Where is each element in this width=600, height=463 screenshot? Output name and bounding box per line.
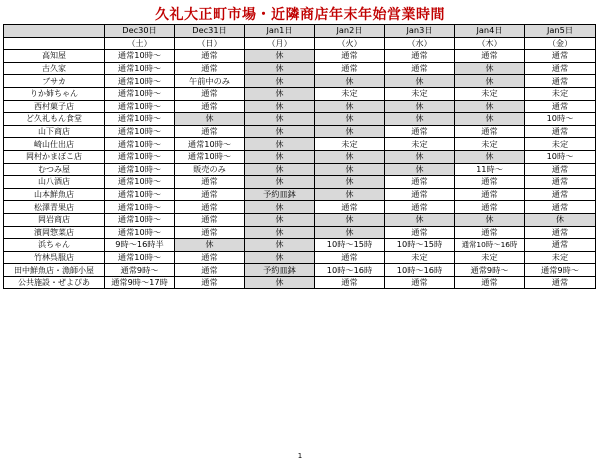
table-row xyxy=(4,138,596,151)
table-row xyxy=(4,62,596,75)
hours-cell: 休 xyxy=(455,113,525,126)
hours-cell: 通常10時～16時 xyxy=(455,239,525,252)
table-row xyxy=(4,276,596,289)
hours-cell: 通常10時～ xyxy=(105,113,175,126)
hours-cell: 午前中のみ xyxy=(175,75,245,88)
hours-cell: 通常10時～ xyxy=(105,62,175,75)
hours-cell: 通常10時～ xyxy=(105,251,175,264)
table-row xyxy=(4,188,596,201)
hours-cell: 通常 xyxy=(455,226,525,239)
table-row xyxy=(4,264,596,277)
hours-cell: 休 xyxy=(525,213,596,226)
hours-cell: 未定 xyxy=(525,87,596,100)
hours-cell: 通常 xyxy=(525,62,596,75)
hours-cell: 休 xyxy=(315,125,385,138)
hours-cell: 通常 xyxy=(175,213,245,226)
header-weekday: （火） xyxy=(315,37,385,50)
hours-cell: 通常 xyxy=(385,125,455,138)
hours-cell: 通常10時～ xyxy=(105,50,175,63)
shop-name: 岡岩商店 xyxy=(4,213,105,226)
hours-cell: 10時～ xyxy=(525,113,596,126)
hours-cell: 通常10時～ xyxy=(105,100,175,113)
hours-cell: 休 xyxy=(245,276,315,289)
shop-name: 公共施設・ぜよぴあ xyxy=(4,276,105,289)
hours-cell: 未定 xyxy=(455,251,525,264)
table-row xyxy=(4,87,596,100)
header-date: Jan1日 xyxy=(245,25,315,38)
hours-cell: 通常 xyxy=(455,276,525,289)
hours-cell: 通常9時～ xyxy=(525,264,596,277)
hours-cell: 通常 xyxy=(525,239,596,252)
hours-cell: 通常10時～ xyxy=(105,150,175,163)
hours-cell: 未定 xyxy=(455,87,525,100)
hours-cell: 通常 xyxy=(385,188,455,201)
shop-name: 山本鮮魚店 xyxy=(4,188,105,201)
shop-name: 濱岡惣菜店 xyxy=(4,226,105,239)
hours-cell: 通常9時～ xyxy=(105,264,175,277)
hours-cell: 休 xyxy=(315,100,385,113)
hours-cell: 通常 xyxy=(455,176,525,189)
hours-cell: 通常 xyxy=(525,100,596,113)
shop-name: 松澤青果店 xyxy=(4,201,105,214)
table-row xyxy=(4,226,596,239)
hours-cell: 通常10時～ xyxy=(175,138,245,151)
hours-cell: 未定 xyxy=(315,87,385,100)
header-weekday: （木） xyxy=(455,37,525,50)
shop-name: 高知屋 xyxy=(4,50,105,63)
hours-cell: 未定 xyxy=(455,138,525,151)
shop-name: ブサカ xyxy=(4,75,105,88)
hours-cell: 10時～16時 xyxy=(385,264,455,277)
hours-cell: 未定 xyxy=(525,251,596,264)
hours-cell: 通常 xyxy=(175,125,245,138)
hours-cell: 通常 xyxy=(315,276,385,289)
header-corner xyxy=(4,37,105,50)
header-date: Jan5日 xyxy=(525,25,596,38)
hours-cell: 通常 xyxy=(175,100,245,113)
hours-cell: 休 xyxy=(385,213,455,226)
hours-cell: 休 xyxy=(315,163,385,176)
hours-cell: 通常10時～ xyxy=(105,226,175,239)
hours-cell: 通常 xyxy=(315,251,385,264)
hours-cell: 通常 xyxy=(525,75,596,88)
hours-cell: 休 xyxy=(245,113,315,126)
hours-cell: 予約皿鉢 xyxy=(245,264,315,277)
table-row xyxy=(4,75,596,88)
hours-cell: 未定 xyxy=(385,87,455,100)
hours-cell: 9時～16時半 xyxy=(105,239,175,252)
hours-cell: 予約皿鉢 xyxy=(245,188,315,201)
hours-cell: 休 xyxy=(245,226,315,239)
hours-cell: 休 xyxy=(245,100,315,113)
hours-cell: 通常 xyxy=(525,276,596,289)
hours-cell: 通常 xyxy=(525,201,596,214)
hours-cell: 通常 xyxy=(175,62,245,75)
hours-cell: 通常 xyxy=(315,62,385,75)
hours-cell: 通常 xyxy=(525,125,596,138)
hours-cell: 通常 xyxy=(175,87,245,100)
hours-cell: 休 xyxy=(455,150,525,163)
hours-cell: 休 xyxy=(245,138,315,151)
hours-cell: 休 xyxy=(315,75,385,88)
hours-cell: 休 xyxy=(385,150,455,163)
table-row xyxy=(4,150,596,163)
table-row xyxy=(4,213,596,226)
hours-cell: 通常 xyxy=(175,188,245,201)
hours-cell: 休 xyxy=(315,113,385,126)
hours-cell: 通常 xyxy=(525,226,596,239)
hours-cell: 休 xyxy=(315,188,385,201)
hours-cell: 休 xyxy=(245,251,315,264)
hours-cell: 休 xyxy=(315,176,385,189)
hours-cell: 通常 xyxy=(385,201,455,214)
table-row xyxy=(4,239,596,252)
header-weekday: （土） xyxy=(105,37,175,50)
header-corner xyxy=(4,25,105,38)
table-row xyxy=(4,113,596,126)
hours-cell: 休 xyxy=(245,239,315,252)
hours-cell: 通常 xyxy=(175,226,245,239)
hours-cell: 11時～ xyxy=(455,163,525,176)
hours-cell: 通常10時～ xyxy=(175,150,245,163)
shop-name: 岡村かまぼこ店 xyxy=(4,150,105,163)
hours-cell: 休 xyxy=(315,150,385,163)
hours-cell: 通常10時～ xyxy=(105,87,175,100)
hours-cell: 通常 xyxy=(525,163,596,176)
shop-name: 山下商店 xyxy=(4,125,105,138)
hours-cell: 通常 xyxy=(175,251,245,264)
hours-cell: 休 xyxy=(455,213,525,226)
hours-cell: 休 xyxy=(455,62,525,75)
hours-cell: 通常 xyxy=(385,226,455,239)
table-row xyxy=(4,163,596,176)
hours-cell: 休 xyxy=(175,239,245,252)
hours-cell: 通常10時～ xyxy=(105,213,175,226)
hours-cell: 通常 xyxy=(385,50,455,63)
header-weekday: （金） xyxy=(525,37,596,50)
hours-cell: 休 xyxy=(245,213,315,226)
hours-cell: 通常 xyxy=(175,201,245,214)
header-date: Jan3日 xyxy=(385,25,455,38)
header-date: Dec31日 xyxy=(175,25,245,38)
shop-name: 西村菓子店 xyxy=(4,100,105,113)
hours-cell: 通常9時～ xyxy=(455,264,525,277)
header-row-weekdays xyxy=(4,37,596,50)
hours-cell: 未定 xyxy=(385,251,455,264)
hours-cell: 未定 xyxy=(385,138,455,151)
hours-cell: 休 xyxy=(245,87,315,100)
hours-cell: 10時～16時 xyxy=(315,264,385,277)
header-weekday: （月） xyxy=(245,37,315,50)
header-row-dates xyxy=(4,25,596,38)
hours-cell: 休 xyxy=(245,201,315,214)
hours-cell: 休 xyxy=(315,226,385,239)
hours-cell: 未定 xyxy=(525,138,596,151)
shop-name: 山八酒店 xyxy=(4,176,105,189)
shop-name: りか姉ちゃん xyxy=(4,87,105,100)
table-row xyxy=(4,50,596,63)
hours-cell: 通常 xyxy=(175,264,245,277)
header-date: Jan4日 xyxy=(455,25,525,38)
hours-cell: 通常 xyxy=(525,188,596,201)
hours-cell: 通常10時～ xyxy=(105,163,175,176)
hours-cell: 通常 xyxy=(315,50,385,63)
header-weekday: （日） xyxy=(175,37,245,50)
hours-cell: 通常10時～ xyxy=(105,201,175,214)
hours-cell: 休 xyxy=(245,62,315,75)
hours-cell: 通常 xyxy=(315,201,385,214)
hours-cell: 通常 xyxy=(455,201,525,214)
hours-cell: 休 xyxy=(245,125,315,138)
shop-name: 崎山仕出店 xyxy=(4,138,105,151)
page-number: 1 xyxy=(297,452,303,460)
table-row xyxy=(4,201,596,214)
hours-cell: 通常 xyxy=(385,62,455,75)
hours-cell: 10時～15時 xyxy=(315,239,385,252)
header-date: Jan2日 xyxy=(315,25,385,38)
hours-cell: 販売のみ xyxy=(175,163,245,176)
hours-cell: 通常 xyxy=(455,188,525,201)
hours-cell: 通常 xyxy=(175,176,245,189)
hours-cell: 休 xyxy=(315,213,385,226)
page-title: 久礼大正町市場・近隣商店年末年始営業時間 xyxy=(155,7,445,23)
hours-cell: 休 xyxy=(385,75,455,88)
hours-cell: 休 xyxy=(245,163,315,176)
hours-cell: 休 xyxy=(245,75,315,88)
shop-name: 浜ちゃん xyxy=(4,239,105,252)
schedule-table xyxy=(3,24,596,289)
hours-cell: 休 xyxy=(455,75,525,88)
hours-cell: 未定 xyxy=(315,138,385,151)
hours-cell: 通常 xyxy=(175,50,245,63)
hours-cell: 通常10時～ xyxy=(105,125,175,138)
hours-cell: 10時～15時 xyxy=(385,239,455,252)
shop-name: ど久礼もん食堂 xyxy=(4,113,105,126)
hours-cell: 10時～ xyxy=(525,150,596,163)
header-date: Dec30日 xyxy=(105,25,175,38)
hours-cell: 通常 xyxy=(525,50,596,63)
hours-cell: 休 xyxy=(385,100,455,113)
hours-cell: 通常 xyxy=(455,125,525,138)
hours-cell: 通常10時～ xyxy=(105,75,175,88)
hours-cell: 休 xyxy=(245,150,315,163)
shop-name: 古久家 xyxy=(4,62,105,75)
hours-cell: 通常 xyxy=(385,276,455,289)
shop-name: 竹林呉服店 xyxy=(4,251,105,264)
hours-cell: 通常 xyxy=(455,50,525,63)
hours-cell: 休 xyxy=(245,50,315,63)
hours-cell: 休 xyxy=(175,113,245,126)
hours-cell: 通常 xyxy=(385,176,455,189)
hours-cell: 通常10時～ xyxy=(105,176,175,189)
table-row xyxy=(4,251,596,264)
header-weekday: （水） xyxy=(385,37,455,50)
hours-cell: 休 xyxy=(455,100,525,113)
hours-cell: 通常 xyxy=(525,176,596,189)
table-row xyxy=(4,125,596,138)
hours-cell: 通常9時～17時 xyxy=(105,276,175,289)
table-row xyxy=(4,100,596,113)
hours-cell: 休 xyxy=(385,113,455,126)
hours-cell: 通常10時～ xyxy=(105,138,175,151)
shop-name: 田中鮮魚店・漁師小屋 xyxy=(4,264,105,277)
shop-name: むつみ屋 xyxy=(4,163,105,176)
hours-cell: 休 xyxy=(245,176,315,189)
table-row xyxy=(4,176,596,189)
hours-cell: 通常10時～ xyxy=(105,188,175,201)
hours-cell: 休 xyxy=(385,163,455,176)
hours-cell: 通常 xyxy=(175,276,245,289)
